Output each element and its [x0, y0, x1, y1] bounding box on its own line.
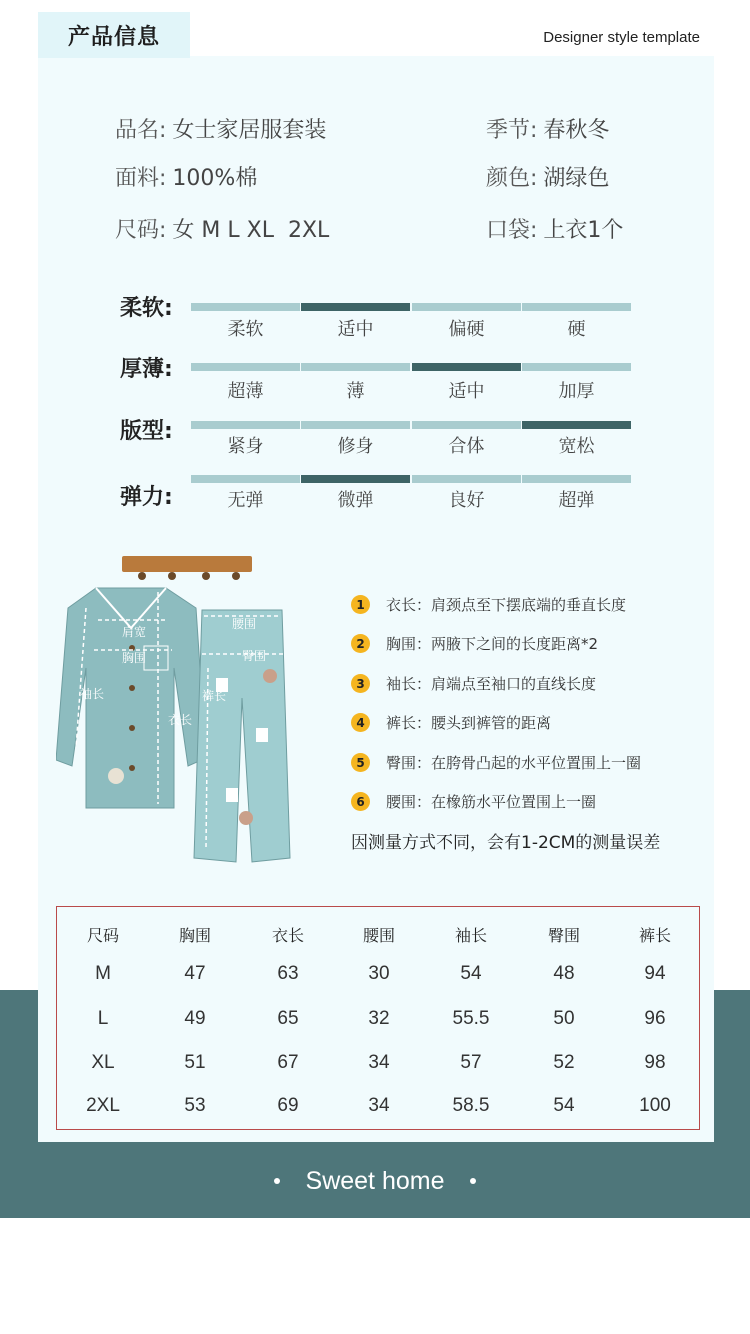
table-cell: 94 [644, 963, 666, 984]
table-cell: L [97, 1008, 109, 1029]
illus-label: 袖长 [80, 687, 105, 701]
scale-segment [301, 363, 410, 371]
number-badge-icon: 6 [351, 792, 370, 811]
scale-segment [191, 303, 300, 311]
table-cell: 50 [553, 1008, 575, 1029]
note-text: 衣长：肩颈点至下摆底端的垂直长度 [386, 596, 627, 614]
attr-label-thickness: 厚薄: [120, 357, 173, 382]
table-cell: 2XL [86, 1095, 120, 1116]
table-cell: 98 [644, 1052, 666, 1073]
table-cell: 63 [277, 963, 299, 984]
info-label: 口袋: [486, 218, 538, 243]
scale-option-label: 无弹 [227, 490, 264, 511]
table-cell: 34 [368, 1095, 390, 1116]
pajama-shirt [56, 588, 206, 808]
scale-segment [301, 475, 410, 483]
table-cell: 67 [277, 1052, 299, 1073]
info-label: 尺码: [115, 218, 167, 243]
info-label: 面料: [115, 166, 167, 191]
table-header-cell: 尺码 [86, 926, 119, 945]
info-label: 季节: [486, 118, 538, 143]
footer-text: Sweet home [305, 1166, 445, 1195]
hook-icon [232, 572, 240, 580]
info-season [486, 113, 609, 144]
scale-option-label: 偏硬 [448, 319, 485, 340]
hook-icon [202, 572, 210, 580]
info-pocket [486, 213, 623, 244]
scale-segment [412, 475, 521, 483]
scale-option-label: 微弹 [337, 490, 374, 511]
footer-banner [0, 1160, 750, 1202]
scale-option-label: 加厚 [558, 381, 595, 402]
table-cell: M [95, 963, 111, 984]
scale-option-label: 紧身 [227, 436, 264, 457]
scale-segment [301, 421, 410, 429]
note-text: 袖长：肩端点至袖口的直线长度 [386, 675, 597, 693]
table-header-cell: 腰围 [362, 926, 395, 945]
scale-option-label: 薄 [346, 381, 365, 402]
scale-segment [301, 303, 410, 311]
tree-print [239, 811, 253, 825]
measurement-disclaimer: 因测量方式不同，会有1-2CM的测量误差 [351, 833, 661, 853]
table-cell: 30 [368, 963, 390, 984]
info-value: 春秋冬 [543, 118, 610, 143]
table-cell: 58.5 [452, 1095, 490, 1116]
attr-label-elasticity: 弹力: [120, 485, 173, 510]
tree-print [263, 669, 277, 683]
table-cell: XL [91, 1052, 115, 1073]
scale-option-label: 超薄 [227, 381, 264, 402]
table-header-cell: 臀围 [547, 926, 580, 945]
scale-segment [522, 303, 631, 311]
table-header-cell: 衣长 [271, 926, 304, 945]
scale-segment [412, 303, 521, 311]
table-cell: 69 [277, 1095, 299, 1116]
attr-label-fit: 版型: [120, 419, 173, 444]
info-value: 女士家居服套装 [172, 118, 327, 143]
table-cell: 48 [553, 963, 575, 984]
note-item [351, 791, 596, 812]
table-cell: 32 [368, 1008, 390, 1029]
table-cell: 100 [639, 1095, 671, 1116]
scale-option-label: 硬 [567, 319, 586, 340]
illus-label: 裤长 [202, 689, 227, 703]
table-cell: 53 [184, 1095, 206, 1116]
pajama-illustration [56, 548, 300, 876]
table-cell: 47 [184, 963, 206, 984]
section-title-tab [38, 12, 190, 58]
illus-label: 衣长 [168, 713, 193, 727]
illus-label: 胸围 [122, 651, 147, 665]
designer-caption: Designer style template [543, 29, 700, 46]
illus-label: 腰围 [232, 617, 257, 631]
scale-segment [522, 421, 631, 429]
note-item [351, 673, 596, 694]
table-cell: 49 [184, 1008, 206, 1029]
attr-label-softness: 柔软: [120, 296, 173, 321]
tree-print [108, 768, 124, 784]
table-header-cell: 裤长 [638, 926, 671, 945]
house-print [256, 728, 268, 742]
illus-label: 肩宽 [122, 625, 147, 639]
number-badge-icon: 2 [351, 634, 370, 653]
house-print [226, 788, 238, 802]
note-text: 裤长：腰头到裤管的距离 [386, 714, 552, 732]
table-header-cell: 胸围 [178, 926, 211, 945]
table-cell: 96 [644, 1008, 666, 1029]
scale-option-label: 超弹 [558, 490, 595, 511]
scale-segment [412, 421, 521, 429]
scale-segment [191, 421, 300, 429]
scale-option-label: 柔软 [227, 319, 264, 340]
table-cell: 34 [368, 1052, 390, 1073]
number-badge-icon: 3 [351, 674, 370, 693]
table-cell: 52 [553, 1052, 575, 1073]
note-text: 胸围：两腋下之间的长度距离*2 [386, 635, 599, 653]
info-value: 100%棉 [172, 166, 258, 191]
table-cell: 55.5 [452, 1008, 490, 1029]
number-badge-icon: 1 [351, 595, 370, 614]
info-value: 女 M L XL 2XL [172, 218, 330, 243]
bullet-dot-icon [274, 1178, 280, 1184]
number-badge-icon: 4 [351, 713, 370, 732]
illus-label: 臀围 [242, 649, 267, 663]
scale-segment [191, 363, 300, 371]
size-table [56, 906, 700, 1130]
table-cell: 54 [553, 1095, 575, 1116]
note-item [351, 752, 641, 773]
pajama-pants [194, 610, 290, 862]
scale-option-label: 宽松 [558, 436, 595, 457]
hook-icon [138, 572, 146, 580]
scale-option-label: 合体 [448, 436, 485, 457]
scale-segment [191, 475, 300, 483]
note-item [351, 712, 551, 733]
info-value: 湖绿色 [543, 166, 610, 191]
info-size [115, 213, 329, 244]
table-cell: 57 [460, 1052, 482, 1073]
table-cell: 51 [184, 1052, 206, 1073]
table-header-cell: 袖长 [454, 926, 487, 945]
scale-segment [522, 363, 631, 371]
table-cell: 54 [460, 963, 482, 984]
button-icon [129, 725, 135, 731]
info-color [486, 161, 609, 192]
scale-segment [412, 363, 521, 371]
hook-icon [168, 572, 176, 580]
note-item [351, 633, 598, 654]
info-name [115, 113, 326, 144]
info-value: 上衣1个 [543, 218, 624, 243]
hanger-rack [122, 556, 252, 572]
scale-segment [522, 475, 631, 483]
info-fabric [115, 161, 257, 192]
scale-option-label: 修身 [337, 436, 374, 457]
scale-option-label: 适中 [448, 381, 485, 402]
note-text: 腰围：在橡筋水平位置围上一圈 [386, 793, 597, 811]
scale-option-label: 适中 [337, 319, 374, 340]
button-icon [129, 765, 135, 771]
number-badge-icon: 5 [351, 753, 370, 772]
button-icon [129, 685, 135, 691]
info-label: 颜色: [486, 166, 538, 191]
section-title: 产品信息 [67, 24, 160, 50]
table-cell: 65 [277, 1008, 299, 1029]
bullet-dot-icon [470, 1178, 476, 1184]
info-label: 品名: [115, 118, 167, 143]
note-item [351, 594, 626, 615]
scale-option-label: 良好 [448, 490, 485, 511]
note-text: 臀围：在胯骨凸起的水平位置围上一圈 [386, 754, 642, 772]
